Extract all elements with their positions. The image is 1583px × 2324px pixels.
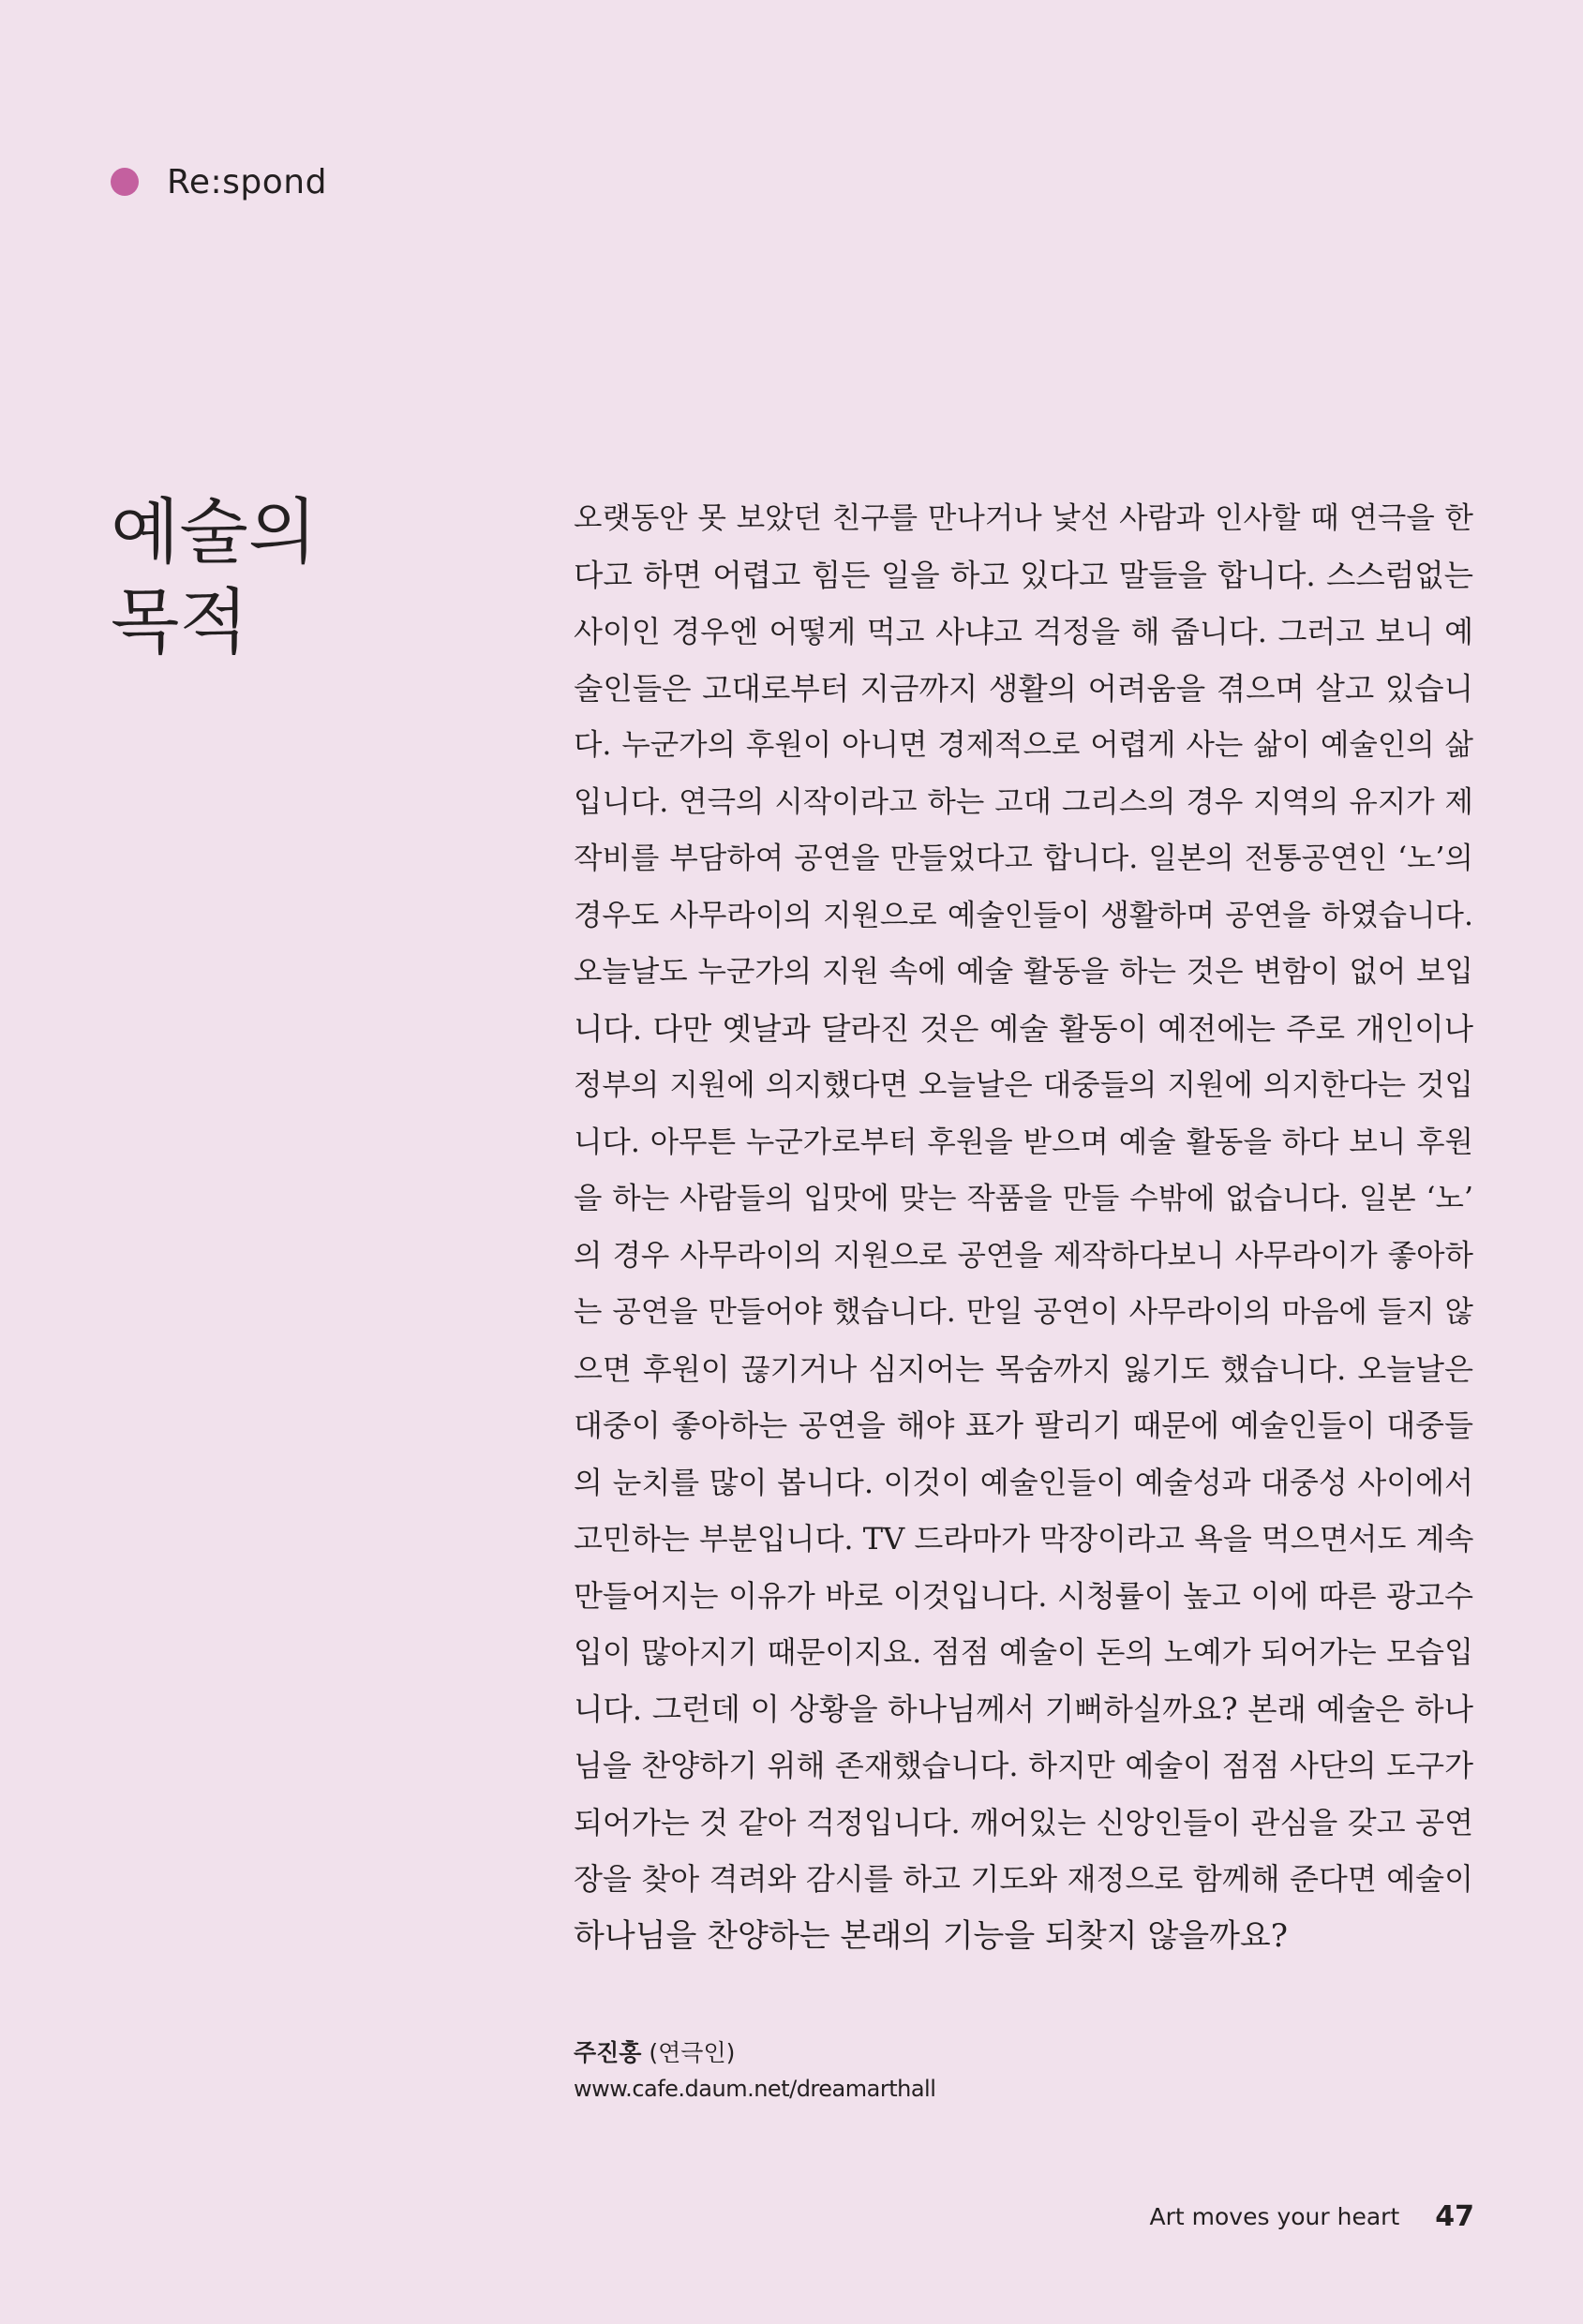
body-text-line: 만들어지는 이유가 바로 이것입니다. 시청률이 높고 이에 따른 광고수 bbox=[574, 1577, 1473, 1614]
body-text-line: 는 공연을 만들어야 했습니다. 만일 공연이 사무라이의 마음에 들지 않 bbox=[574, 1295, 1473, 1329]
author-role: (연극인) bbox=[649, 2039, 736, 2066]
body-text-line: 작비를 부담하여 공연을 만들었다고 합니다. 일본의 전통공연인 ‘노’의 bbox=[574, 842, 1473, 875]
footer-tagline: Art moves your heart bbox=[1149, 2202, 1400, 2230]
body-text-line: 사이인 경우엔 어떻게 먹고 사냐고 걱정을 해 줍니다. 그러고 보니 예 bbox=[574, 614, 1473, 649]
body-text-line: 경우도 사무라이의 지원으로 예술인들이 생활하며 공연을 하였습니다. bbox=[574, 898, 1473, 932]
body-text-line: 입니다. 연극의 시작이라고 하는 고대 그리스의 경우 지역의 유지가 제 bbox=[574, 784, 1473, 819]
article-title bbox=[111, 487, 448, 667]
body-text-line: 님을 찬양하기 위해 존재했습니다. 하지만 예술이 점점 사단의 도구가 bbox=[574, 1748, 1473, 1783]
page-number: 47 bbox=[1435, 2199, 1474, 2233]
body-text-line: 정부의 지원에 의지했다면 오늘날은 대중들의 지원에 의지한다는 것입 bbox=[574, 1068, 1473, 1102]
body-text-line: 장을 찾아 격려와 감시를 하고 기도와 재정으로 함께해 준다면 예술이 bbox=[574, 1861, 1473, 1897]
section-label: Re:spond bbox=[167, 162, 327, 201]
body-text-line: 다고 하면 어렵고 힘든 일을 하고 있다고 말들을 합니다. 스스럼없는 bbox=[574, 557, 1473, 593]
body-text-line: 니다. 아무튼 누군가로부터 후원을 받으며 예술 활동을 하다 보니 후원 bbox=[574, 1125, 1473, 1159]
body-text-line: 의 경우 사무라이의 지원으로 공연을 제작하다보니 사무라이가 좋아하 bbox=[574, 1238, 1473, 1273]
body-text-line: 되어가는 것 같아 걱정입니다. 깨어있는 신앙인들이 관심을 갖고 공연 bbox=[574, 1804, 1473, 1840]
body-text-line: 니다. 다만 옛날과 달라진 것은 예술 활동이 예전에는 주로 개인이나 bbox=[574, 1010, 1473, 1047]
article-body bbox=[574, 490, 1473, 1964]
article-title-line: 목적 bbox=[111, 580, 248, 663]
body-text-line: 니다. 그런데 이 상황을 하나님께서 기뻐하실까요? 본래 예술은 하나 bbox=[574, 1691, 1473, 1727]
section-header bbox=[111, 157, 327, 206]
section-bullet-dot bbox=[111, 168, 139, 196]
article-title-line: 예술의 bbox=[111, 490, 318, 574]
body-text-line: 대중이 좋아하는 공연을 해야 표가 팔리기 때문에 예술인들이 대중들 bbox=[574, 1408, 1473, 1443]
author-byline bbox=[574, 2035, 935, 2071]
author-name: 주진홍 bbox=[574, 2039, 642, 2066]
body-text-line: 하나님을 찬양하는 본래의 기능을 되찾지 않을까요? bbox=[574, 1916, 1288, 1955]
body-text-line: 오랫동안 못 보았던 친구를 만나거나 낯선 사람과 인사할 때 연극을 한 bbox=[574, 501, 1473, 535]
body-text-line: 고민하는 부분입니다. TV 드라마가 막장이라고 욕을 먹으면서도 계속 bbox=[574, 1521, 1474, 1557]
body-text-line: 다. 누군가의 후원이 아니면 경제적으로 어렵게 사는 삶이 예술인의 삶 bbox=[574, 728, 1473, 762]
page-footer bbox=[1150, 2196, 1474, 2237]
body-text-line: 오늘날도 누군가의 지원 속에 예술 활동을 하는 것은 변함이 없어 보입 bbox=[574, 955, 1473, 989]
author-url-link[interactable]: www.cafe.daum.net/dreamarthall bbox=[574, 2076, 936, 2102]
body-text-line: 을 하는 사람들의 입맛에 맞는 작품을 만들 수밖에 없습니다. 일본 ‘노’ bbox=[574, 1182, 1473, 1215]
author-block bbox=[574, 2035, 935, 2107]
body-text-line: 으면 후원이 끊기거나 심지어는 목숨까지 잃기도 했습니다. 오늘날은 bbox=[574, 1350, 1473, 1387]
body-text-line: 입이 많아지기 때문이지요. 점점 예술이 돈의 노예가 되어가는 모습입 bbox=[574, 1634, 1473, 1670]
body-text-line: 술인들은 고대로부터 지금까지 생활의 어려움을 겪으며 살고 있습니 bbox=[574, 670, 1473, 707]
body-text-line: 의 눈치를 많이 봅니다. 이것이 예술인들이 예술성과 대중성 사이에서 bbox=[574, 1464, 1473, 1500]
